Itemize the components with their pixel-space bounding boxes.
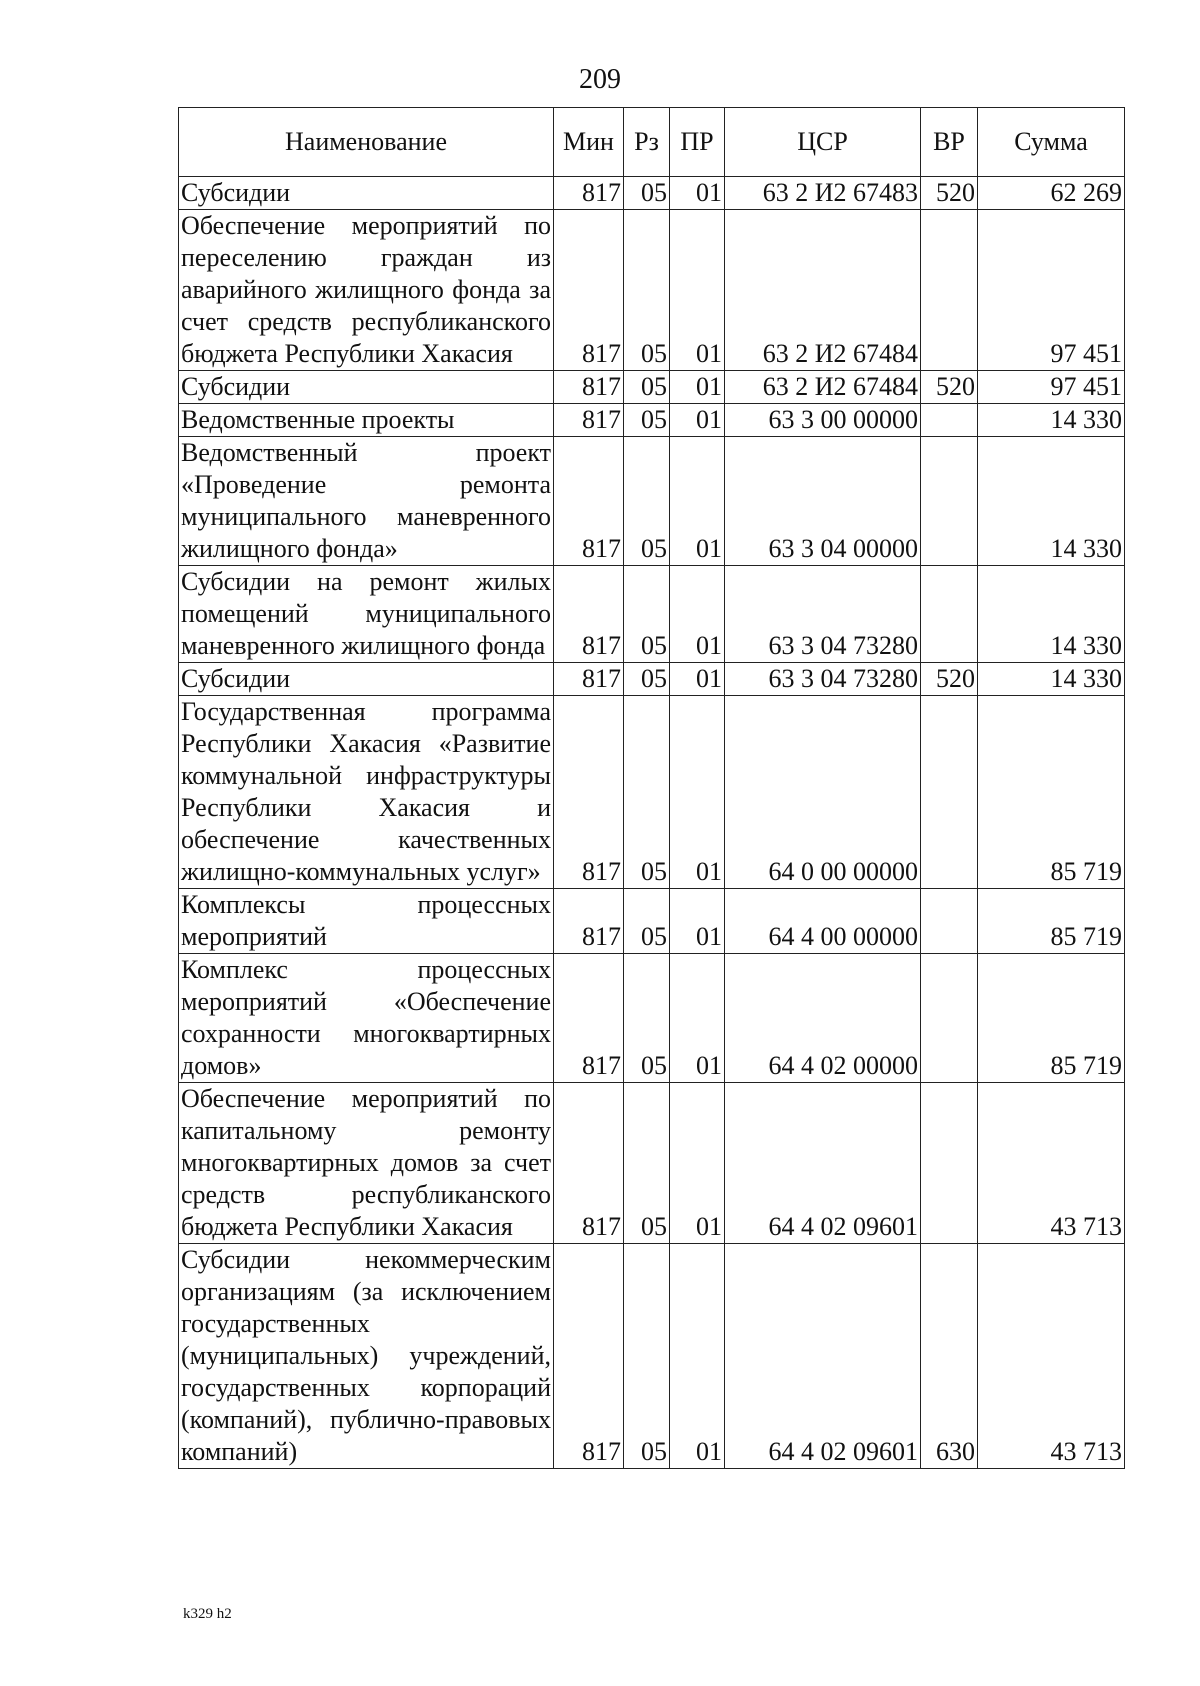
header-pr: ПР — [670, 108, 725, 177]
row-csr-cell: 64 0 00 00000 — [725, 696, 921, 889]
row-vr-cell — [921, 889, 978, 954]
row-pr-cell: 01 — [670, 696, 725, 889]
row-name-cell: Ведомственный проект «Проведение ремонта муниципального маневренного жилищного фонда» — [179, 437, 554, 566]
row-rz-cell: 05 — [624, 954, 670, 1083]
row-rz-cell: 05 — [624, 889, 670, 954]
table-row — [179, 404, 1125, 437]
table-row — [179, 177, 1125, 210]
row-min-cell: 817 — [554, 371, 624, 404]
row-vr-cell: 520 — [921, 177, 978, 210]
row-min-cell: 817 — [554, 1083, 624, 1244]
row-csr-cell: 64 4 00 00000 — [725, 889, 921, 954]
row-pr-cell: 01 — [670, 663, 725, 696]
row-name-cell: Субсидии некоммерческим организациям (за исключением государственных (муниципальных) учреждений, государственных корпораций (компаний), публично-правовых компаний) — [179, 1244, 554, 1469]
row-rz-cell: 05 — [624, 404, 670, 437]
row-sum-cell: 85 719 — [978, 696, 1125, 889]
row-sum-cell: 14 330 — [978, 566, 1125, 663]
row-min-cell: 817 — [554, 437, 624, 566]
row-name-cell: Комплексы процессных мероприятий — [179, 889, 554, 954]
row-sum-cell: 14 330 — [978, 437, 1125, 566]
row-pr-cell: 01 — [670, 404, 725, 437]
row-min-cell: 817 — [554, 696, 624, 889]
row-name-cell: Субсидии — [179, 177, 554, 210]
row-name-cell: Субсидии на ремонт жилых помещений муниципального маневренного жилищного фонда — [179, 566, 554, 663]
row-csr-cell: 63 2 И2 67483 — [725, 177, 921, 210]
row-vr-cell — [921, 566, 978, 663]
row-csr-cell: 63 3 04 73280 — [725, 566, 921, 663]
row-csr-cell: 64 4 02 09601 — [725, 1244, 921, 1469]
table-row — [179, 210, 1125, 371]
row-min-cell: 817 — [554, 404, 624, 437]
footer-document-code: k329 h2 — [183, 1606, 232, 1622]
row-vr-cell: 520 — [921, 371, 978, 404]
header-csr: ЦСР — [725, 108, 921, 177]
row-min-cell: 817 — [554, 663, 624, 696]
row-rz-cell: 05 — [624, 663, 670, 696]
row-pr-cell: 01 — [670, 889, 725, 954]
row-rz-cell: 05 — [624, 1244, 670, 1469]
header-vr: ВР — [921, 108, 978, 177]
row-rz-cell: 05 — [624, 210, 670, 371]
row-vr-cell: 520 — [921, 663, 978, 696]
row-name-cell: Государственная программа Республики Хакасия «Развитие коммунальной инфраструктуры Республики Хакасия и обеспечение качественных жилищно-коммунальных услуг» — [179, 696, 554, 889]
header-sum: Сумма — [978, 108, 1125, 177]
row-rz-cell: 05 — [624, 177, 670, 210]
table-row — [179, 566, 1125, 663]
row-rz-cell: 05 — [624, 437, 670, 566]
row-sum-cell: 85 719 — [978, 954, 1125, 1083]
header-rz: Рз — [624, 108, 670, 177]
row-vr-cell — [921, 437, 978, 566]
page-number: 209 — [579, 64, 621, 95]
row-pr-cell: 01 — [670, 566, 725, 663]
table-row — [179, 954, 1125, 1083]
row-pr-cell: 01 — [670, 210, 725, 371]
table-row — [179, 1244, 1125, 1469]
row-min-cell: 817 — [554, 566, 624, 663]
table-row — [179, 371, 1125, 404]
row-name-cell: Субсидии — [179, 371, 554, 404]
row-vr-cell — [921, 1083, 978, 1244]
row-csr-cell: 63 3 04 73280 — [725, 663, 921, 696]
row-csr-cell: 63 3 00 00000 — [725, 404, 921, 437]
row-csr-cell: 63 3 04 00000 — [725, 437, 921, 566]
row-vr-cell — [921, 404, 978, 437]
row-sum-cell: 43 713 — [978, 1083, 1125, 1244]
row-pr-cell: 01 — [670, 371, 725, 404]
row-sum-cell: 97 451 — [978, 371, 1125, 404]
row-min-cell: 817 — [554, 210, 624, 371]
budget-table — [178, 107, 1125, 1469]
row-csr-cell: 64 4 02 09601 — [725, 1083, 921, 1244]
row-sum-cell: 14 330 — [978, 663, 1125, 696]
row-pr-cell: 01 — [670, 437, 725, 566]
row-vr-cell: 630 — [921, 1244, 978, 1469]
row-pr-cell: 01 — [670, 1083, 725, 1244]
row-csr-cell: 63 2 И2 67484 — [725, 210, 921, 371]
budget-table-container — [178, 107, 1124, 1469]
row-name-cell: Комплекс процессных мероприятий «Обеспечение сохранности многоквартирных домов» — [179, 954, 554, 1083]
table-row — [179, 663, 1125, 696]
row-min-cell: 817 — [554, 1244, 624, 1469]
row-min-cell: 817 — [554, 889, 624, 954]
row-pr-cell: 01 — [670, 954, 725, 1083]
row-rz-cell: 05 — [624, 696, 670, 889]
row-sum-cell: 62 269 — [978, 177, 1125, 210]
header-name: Наименование — [179, 108, 554, 177]
row-vr-cell — [921, 696, 978, 889]
row-min-cell: 817 — [554, 954, 624, 1083]
table-header-row — [179, 108, 1125, 177]
row-vr-cell — [921, 954, 978, 1083]
table-body — [179, 177, 1125, 1469]
row-name-cell: Обеспечение мероприятий по переселению граждан из аварийного жилищного фонда за счет средств республиканского бюджета Республики Хакасия — [179, 210, 554, 371]
row-vr-cell — [921, 210, 978, 371]
row-min-cell: 817 — [554, 177, 624, 210]
row-name-cell: Субсидии — [179, 663, 554, 696]
row-pr-cell: 01 — [670, 1244, 725, 1469]
row-sum-cell: 97 451 — [978, 210, 1125, 371]
row-rz-cell: 05 — [624, 1083, 670, 1244]
table-row — [179, 1083, 1125, 1244]
row-rz-cell: 05 — [624, 566, 670, 663]
row-csr-cell: 63 2 И2 67484 — [725, 371, 921, 404]
row-csr-cell: 64 4 02 00000 — [725, 954, 921, 1083]
table-row — [179, 889, 1125, 954]
row-pr-cell: 01 — [670, 177, 725, 210]
row-sum-cell: 43 713 — [978, 1244, 1125, 1469]
row-name-cell: Ведомственные проекты — [179, 404, 554, 437]
row-sum-cell: 14 330 — [978, 404, 1125, 437]
row-sum-cell: 85 719 — [978, 889, 1125, 954]
row-rz-cell: 05 — [624, 371, 670, 404]
row-name-cell: Обеспечение мероприятий по капитальному ремонту многоквартирных домов за счет средств республиканского бюджета Республики Хакасия — [179, 1083, 554, 1244]
table-row — [179, 696, 1125, 889]
header-min: Мин — [554, 108, 624, 177]
table-row — [179, 437, 1125, 566]
